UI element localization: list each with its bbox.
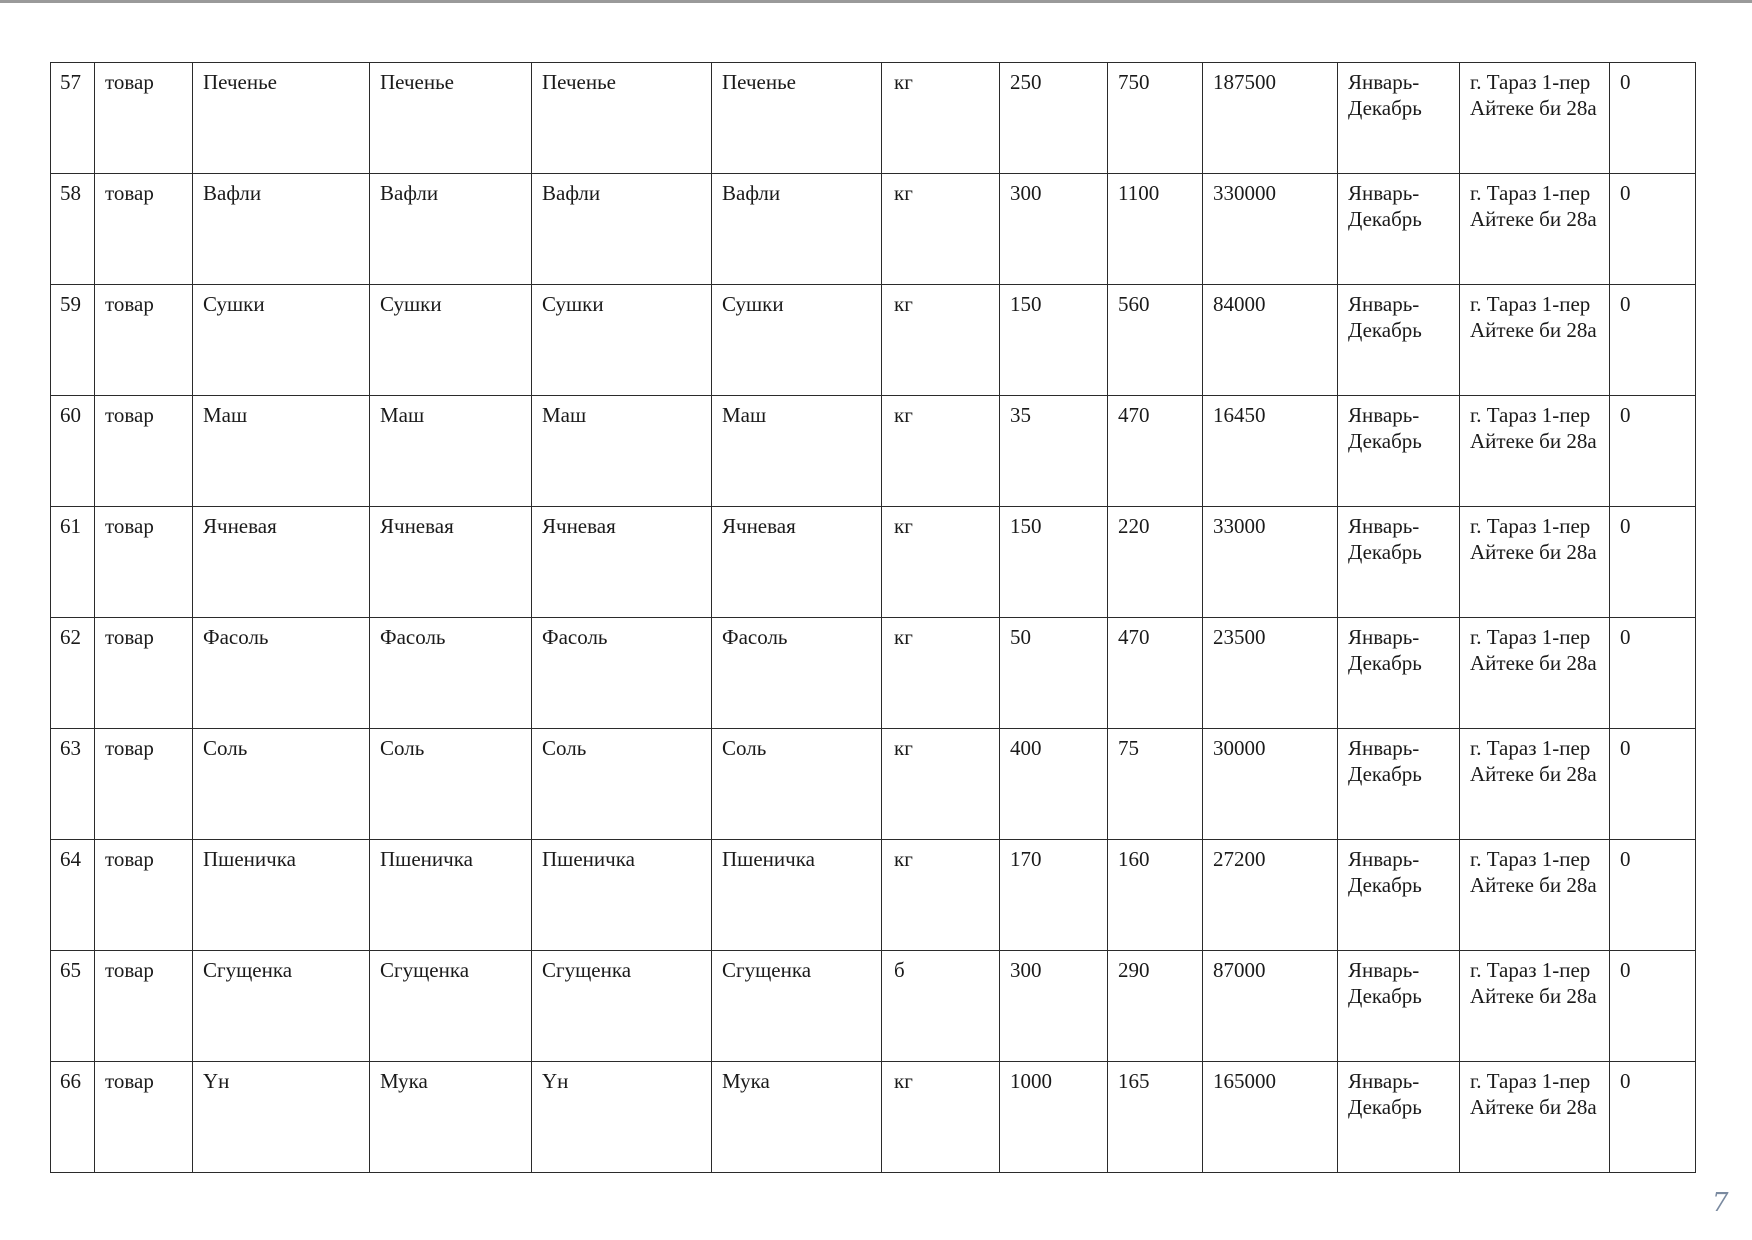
table-row [51,63,1696,174]
row-number-cell: 61 [51,507,95,618]
name-ru-cell: Вафли [370,174,532,285]
sum-cell: 165000 [1203,1062,1338,1173]
delivery-period-cell: Январь-Декабрь [1338,1062,1460,1173]
table-row [51,507,1696,618]
price-cell: 470 [1108,618,1203,729]
unit-cell: кг [882,840,1000,951]
name-kz-cell: Ячневая [193,507,370,618]
item-type-cell: товар [95,174,193,285]
name-kz-cell: Сушки [193,285,370,396]
sum-cell: 84000 [1203,285,1338,396]
item-type-cell: товар [95,618,193,729]
price-cell: 165 [1108,1062,1203,1173]
table-row [51,285,1696,396]
description-kz-cell: Печенье [532,63,712,174]
delivery-period-cell: Январь-Декабрь [1338,840,1460,951]
delivery-period-cell: Январь-Декабрь [1338,729,1460,840]
delivery-period-cell: Январь-Декабрь [1338,174,1460,285]
quantity-cell: 300 [1000,174,1108,285]
name-kz-cell: Үн [193,1062,370,1173]
unit-cell: б [882,951,1000,1062]
name-kz-cell: Сгущенка [193,951,370,1062]
item-type-cell: товар [95,840,193,951]
unit-cell: кг [882,285,1000,396]
row-number-cell: 59 [51,285,95,396]
unit-cell: кг [882,618,1000,729]
sum-cell: 23500 [1203,618,1338,729]
sum-cell: 16450 [1203,396,1338,507]
table-row [51,174,1696,285]
quantity-cell: 170 [1000,840,1108,951]
sum-cell: 30000 [1203,729,1338,840]
delivery-address-cell: г. Тараз 1-пер Айтеке би 28а [1460,63,1610,174]
advance-cell: 0 [1610,951,1696,1062]
sum-cell: 87000 [1203,951,1338,1062]
row-number-cell: 64 [51,840,95,951]
advance-cell: 0 [1610,63,1696,174]
name-kz-cell: Фасоль [193,618,370,729]
quantity-cell: 250 [1000,63,1108,174]
sum-cell: 330000 [1203,174,1338,285]
description-kz-cell: Сушки [532,285,712,396]
advance-cell: 0 [1610,174,1696,285]
name-ru-cell: Соль [370,729,532,840]
description-kz-cell: Соль [532,729,712,840]
description-kz-cell: Ячневая [532,507,712,618]
price-cell: 160 [1108,840,1203,951]
delivery-address-cell: г. Тараз 1-пер Айтеке би 28а [1460,174,1610,285]
name-kz-cell: Вафли [193,174,370,285]
description-ru-cell: Соль [712,729,882,840]
table-row [51,396,1696,507]
price-cell: 220 [1108,507,1203,618]
sum-cell: 33000 [1203,507,1338,618]
item-type-cell: товар [95,1062,193,1173]
row-number-cell: 58 [51,174,95,285]
quantity-cell: 1000 [1000,1062,1108,1173]
row-number-cell: 60 [51,396,95,507]
table-row [51,618,1696,729]
item-type-cell: товар [95,285,193,396]
unit-cell: кг [882,729,1000,840]
quantity-cell: 400 [1000,729,1108,840]
description-kz-cell: Үн [532,1062,712,1173]
description-ru-cell: Маш [712,396,882,507]
procurement-table [50,62,1696,1173]
row-number-cell: 57 [51,63,95,174]
delivery-address-cell: г. Тараз 1-пер Айтеке би 28а [1460,618,1610,729]
advance-cell: 0 [1610,729,1696,840]
table-row [51,729,1696,840]
description-ru-cell: Сушки [712,285,882,396]
table-row [51,840,1696,951]
item-type-cell: товар [95,951,193,1062]
description-kz-cell: Фасоль [532,618,712,729]
description-kz-cell: Пшеничка [532,840,712,951]
price-cell: 290 [1108,951,1203,1062]
delivery-period-cell: Январь-Декабрь [1338,396,1460,507]
unit-cell: кг [882,63,1000,174]
delivery-address-cell: г. Тараз 1-пер Айтеке би 28а [1460,507,1610,618]
item-type-cell: товар [95,396,193,507]
name-kz-cell: Печенье [193,63,370,174]
price-cell: 75 [1108,729,1203,840]
name-ru-cell: Мука [370,1062,532,1173]
unit-cell: кг [882,174,1000,285]
row-number-cell: 66 [51,1062,95,1173]
name-ru-cell: Сушки [370,285,532,396]
description-kz-cell: Сгущенка [532,951,712,1062]
price-cell: 1100 [1108,174,1203,285]
unit-cell: кг [882,1062,1000,1173]
name-ru-cell: Маш [370,396,532,507]
name-ru-cell: Ячневая [370,507,532,618]
page-number: 7 [1712,1188,1729,1218]
advance-cell: 0 [1610,285,1696,396]
quantity-cell: 150 [1000,507,1108,618]
table-row [51,951,1696,1062]
delivery-period-cell: Январь-Декабрь [1338,285,1460,396]
item-type-cell: товар [95,507,193,618]
item-type-cell: товар [95,729,193,840]
description-ru-cell: Мука [712,1062,882,1173]
table-row [51,1062,1696,1173]
name-ru-cell: Фасоль [370,618,532,729]
delivery-period-cell: Январь-Декабрь [1338,951,1460,1062]
delivery-address-cell: г. Тараз 1-пер Айтеке би 28а [1460,840,1610,951]
name-kz-cell: Маш [193,396,370,507]
description-kz-cell: Вафли [532,174,712,285]
row-number-cell: 65 [51,951,95,1062]
table-body [51,63,1696,1173]
item-type-cell: товар [95,63,193,174]
description-ru-cell: Печенье [712,63,882,174]
row-number-cell: 63 [51,729,95,840]
description-ru-cell: Вафли [712,174,882,285]
description-kz-cell: Маш [532,396,712,507]
advance-cell: 0 [1610,507,1696,618]
delivery-address-cell: г. Тараз 1-пер Айтеке би 28а [1460,285,1610,396]
advance-cell: 0 [1610,396,1696,507]
quantity-cell: 300 [1000,951,1108,1062]
advance-cell: 0 [1610,840,1696,951]
delivery-period-cell: Январь-Декабрь [1338,618,1460,729]
name-ru-cell: Печенье [370,63,532,174]
sum-cell: 187500 [1203,63,1338,174]
delivery-period-cell: Январь-Декабрь [1338,507,1460,618]
name-kz-cell: Соль [193,729,370,840]
scan-top-edge [0,0,1752,3]
quantity-cell: 50 [1000,618,1108,729]
sum-cell: 27200 [1203,840,1338,951]
unit-cell: кг [882,396,1000,507]
description-ru-cell: Фасоль [712,618,882,729]
price-cell: 470 [1108,396,1203,507]
price-cell: 750 [1108,63,1203,174]
advance-cell: 0 [1610,618,1696,729]
quantity-cell: 35 [1000,396,1108,507]
advance-cell: 0 [1610,1062,1696,1173]
price-cell: 560 [1108,285,1203,396]
delivery-address-cell: г. Тараз 1-пер Айтеке би 28а [1460,396,1610,507]
name-ru-cell: Пшеничка [370,840,532,951]
row-number-cell: 62 [51,618,95,729]
description-ru-cell: Сгущенка [712,951,882,1062]
description-ru-cell: Пшеничка [712,840,882,951]
delivery-address-cell: г. Тараз 1-пер Айтеке би 28а [1460,951,1610,1062]
description-ru-cell: Ячневая [712,507,882,618]
name-ru-cell: Сгущенка [370,951,532,1062]
delivery-address-cell: г. Тараз 1-пер Айтеке би 28а [1460,1062,1610,1173]
delivery-period-cell: Январь-Декабрь [1338,63,1460,174]
delivery-address-cell: г. Тараз 1-пер Айтеке би 28а [1460,729,1610,840]
name-kz-cell: Пшеничка [193,840,370,951]
unit-cell: кг [882,507,1000,618]
quantity-cell: 150 [1000,285,1108,396]
